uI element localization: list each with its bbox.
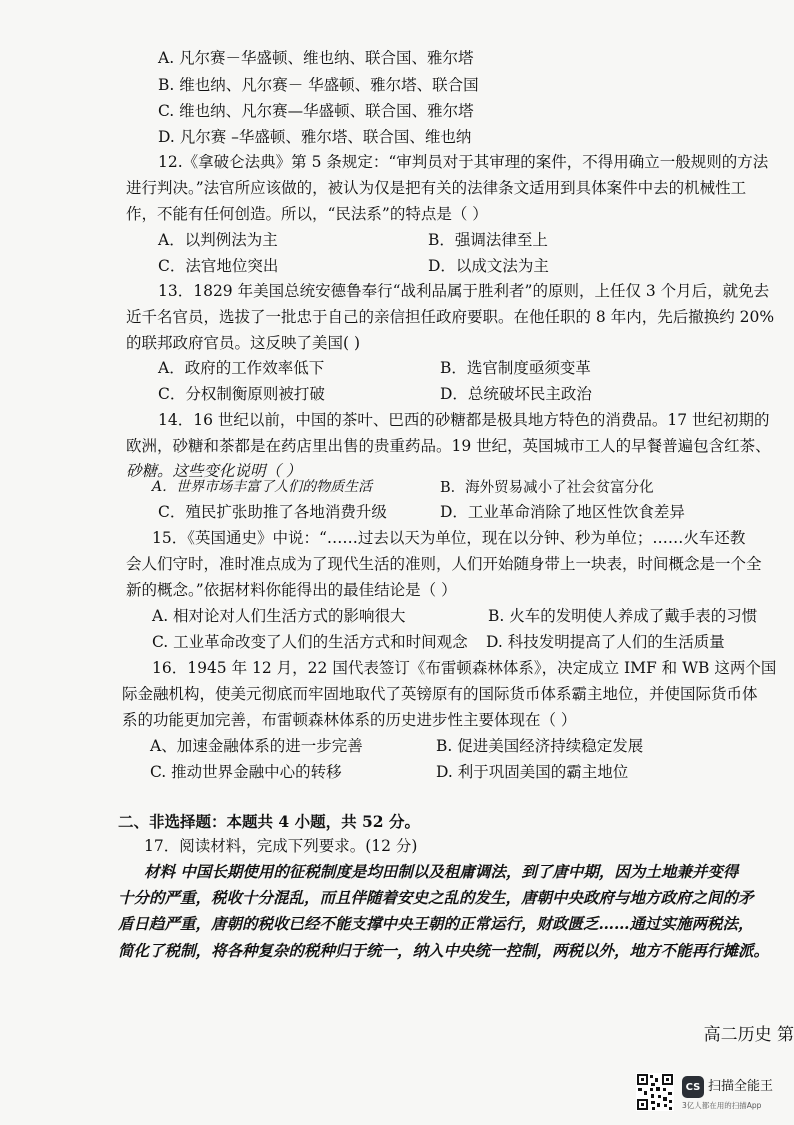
q14-line-3: 砂糖。这些变化说明（ ） xyxy=(126,462,302,480)
q15-option-d: D. 科技发明提高了人们的生活质量 xyxy=(486,633,725,651)
q13-option-d: D．总统破坏民主政治 xyxy=(440,385,592,403)
q16-line-3: 系的功能更加完善，布雷顿森林体系的历史进步性主要体现在（ ） xyxy=(122,711,577,729)
footer-page-title: 高二历史 第 xyxy=(703,1025,794,1045)
material-line-1: 材料 中国长期使用的征税制度是均田制以及租庸调法，到了唐中期，因为土地兼并变得 xyxy=(144,862,739,881)
q12-line-2: 进行判决。”法官所应该做的，被认为仅是把有关的法律条文适用到具体案件中去的机械性工 xyxy=(126,179,747,197)
q12-option-d: D．以成文法为主 xyxy=(428,257,549,275)
q15-option-a: A. 相对论对人们生活方式的影响很大 xyxy=(152,607,406,625)
q15-line-1: 15．《英国通史》中说：“……过去以天为单位，现在以分钟、秒为单位；……火车还教 xyxy=(152,529,746,547)
q12-line-3: 作，不能有任何创造。所以，“民法系”的特点是（ ） xyxy=(126,205,488,223)
q16-option-d: D. 利于巩固美国的霸主地位 xyxy=(436,763,629,781)
material-line-2: 十分的严重，税收十分混乱，而且伴随着安史之乱的发生，唐朝中央政府与地方政府之间的矛 xyxy=(118,888,754,907)
q11-option-c: C. 维也纳、凡尔赛—华盛顿、联合国、雅尔塔 xyxy=(158,102,474,120)
camscanner-logo-icon: CS xyxy=(682,1076,704,1098)
q13-line-1: 13．1829 年美国总统安德鲁奉行“战利品属于胜利者”的原则，上任仅 3 个月后，就免去 xyxy=(158,282,770,300)
q13-option-c: C．分权制衡原则被打破 xyxy=(158,385,325,403)
q17-prompt: 17．阅读材料，完成下列要求。(12 分) xyxy=(144,837,418,855)
q15-option-b: B. 火车的发明使人养成了戴手表的习惯 xyxy=(488,607,758,625)
q13-line-2: 近千名官员，选拔了一批忠于自己的亲信担任政府要职。在他任职的 8 年内，先后撤换约 20% xyxy=(126,308,775,326)
q14-option-b: B．海外贸易减小了社会贫富分化 xyxy=(440,480,654,496)
q14-line-1: 14．16 世纪以前，中国的茶叶、巴西的砂糖都是极具地方特色的消费品。17 世纪初期的 xyxy=(158,411,770,429)
q14-option-c: C．殖民扩张助推了各地消费升级 xyxy=(158,503,387,521)
q15-line-3: 新的概念。”依据材料你能得出的最佳结论是（ ） xyxy=(126,581,457,599)
material-line-3: 盾日趋严重，唐朝的税收已经不能支撑中央王朝的正常运行，财政匮乏……通过实施两税法， xyxy=(118,914,754,933)
q14-line-2: 欧洲，砂糖和茶都是在药店里出售的贵重药品。19 世纪，英国城市工人的早餐普遍包含红茶、 xyxy=(126,437,771,455)
q12-option-b: B．强调法律至上 xyxy=(428,231,548,249)
q13-line-3: 的联邦政府官员。这反映了美国( ) xyxy=(126,334,361,352)
q16-option-c: C. 推动世界金融中心的转移 xyxy=(150,763,342,781)
q16-line-1: 16．1945 年 12 月，22 国代表签订《布雷顿森林体系》，决定成立 IMF 和 WB 这两个国 xyxy=(152,659,777,677)
q11-option-b: B. 维也纳、凡尔赛－ 华盛顿、雅尔塔、联合国 xyxy=(158,76,479,94)
q12-option-a: A．以判例法为主 xyxy=(158,231,278,249)
q16-line-2: 际金融机构，使美元彻底而牢固地取代了英镑原有的国际货币体系霸主地位，并使国际货币体 xyxy=(122,685,758,703)
q14-option-d: D．工业革命消除了地区性饮食差异 xyxy=(440,503,685,521)
q14-option-a: A．世界市场丰富了人们的物质生活 xyxy=(152,479,373,495)
q11-option-a: A. 凡尔赛－华盛顿、维也纳、联合国、雅尔塔 xyxy=(158,49,474,67)
q13-option-a: A．政府的工作效率低下 xyxy=(158,359,325,377)
qr-code-icon xyxy=(636,1073,674,1111)
q16-option-b: B. 促进美国经济持续稳定发展 xyxy=(436,737,644,755)
q12-option-c: C．法官地位突出 xyxy=(158,257,279,275)
q11-option-d: D. 凡尔赛 –华盛顿、雅尔塔、联合国、维也纳 xyxy=(158,128,472,146)
q15-line-2: 会人们守时，准时准点成为了现代生活的准则，人们开始随身带上一块表，时间概念是一个全 xyxy=(126,555,762,573)
q12-line-1: 12.《拿破仑法典》第 5 条规定：“审判员对于其审理的案件，不得用确立一般规则的方法 xyxy=(158,153,769,171)
scanner-app-tagline: 3亿人都在用的扫描App xyxy=(682,1101,762,1110)
q15-option-c: C. 工业革命改变了人们的生活方式和时间观念 xyxy=(152,633,468,651)
material-line-4: 简化了税制，将各种复杂的税种归于统一，纳入中央统一控制，两税以外，地方不能再行摊派。 xyxy=(118,941,770,960)
scanner-app-name: 扫描全能王 xyxy=(708,1079,774,1094)
section-2-heading: 二、非选择题：本题共 4 小题，共 52 分。 xyxy=(118,812,420,831)
q13-option-b: B．选官制度亟须变革 xyxy=(440,359,591,377)
q16-option-a: A、加速金融体系的进一步完善 xyxy=(150,737,363,755)
